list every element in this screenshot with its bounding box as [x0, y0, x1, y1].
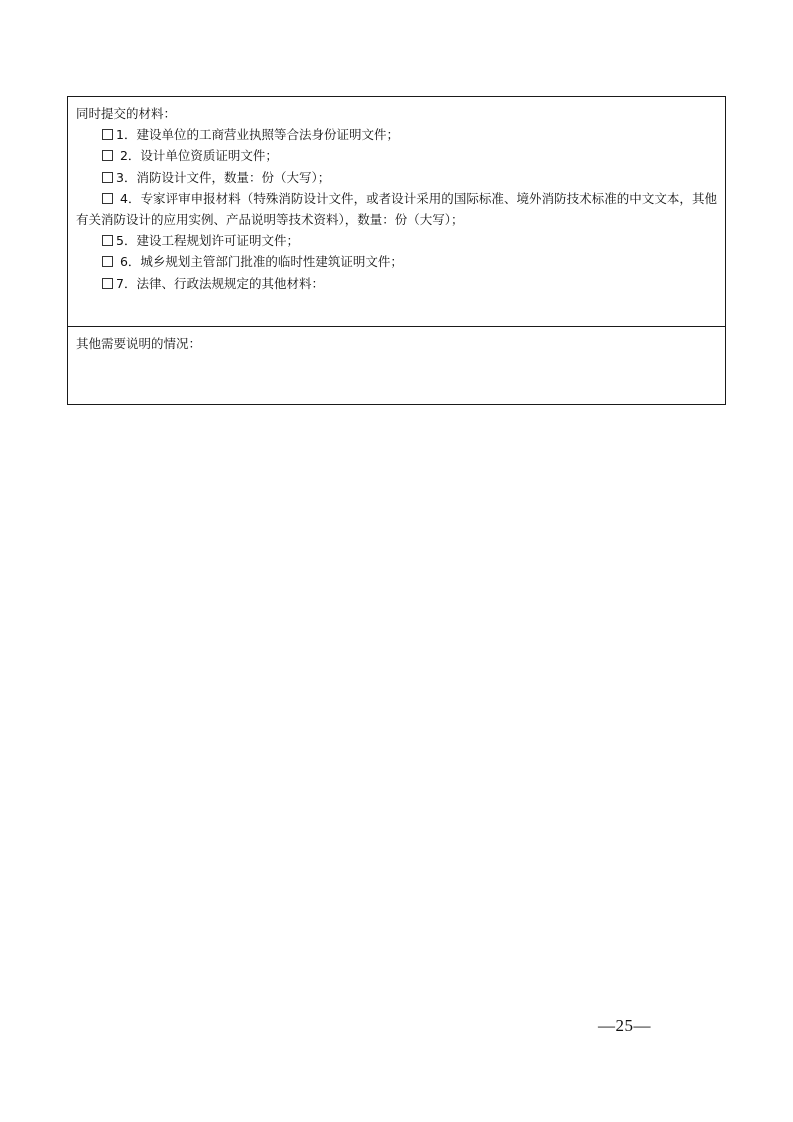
material-item-6 — [76, 251, 717, 272]
checkbox[interactable] — [102, 150, 113, 161]
other-notes-heading: 其他需要说明的情况： — [76, 336, 202, 351]
checkbox[interactable] — [102, 193, 113, 204]
other-notes-section — [68, 327, 725, 404]
material-item-1 — [76, 124, 717, 145]
page-number: —25— — [598, 1016, 651, 1035]
material-item-2 — [76, 145, 717, 166]
application-form-table — [67, 96, 726, 405]
checkbox[interactable] — [102, 172, 113, 183]
material-item-label: 6．城乡规划主管部门批准的临时性建筑证明文件； — [116, 254, 403, 270]
checkbox[interactable] — [102, 235, 113, 246]
material-item-7 — [76, 273, 717, 294]
material-item-4 — [76, 188, 717, 230]
material-item-label: 1．建设单位的工商营业执照等合法身份证明文件； — [116, 127, 399, 143]
submitted-materials-section — [68, 97, 725, 327]
material-item-label: 2．设计单位资质证明文件； — [116, 148, 278, 164]
checkbox[interactable] — [102, 278, 113, 289]
material-item-label: 7．法律、行政法规规定的其他材料： — [116, 275, 324, 291]
checkbox[interactable] — [102, 129, 113, 140]
material-item-5 — [76, 230, 717, 251]
material-item-3 — [76, 167, 717, 188]
material-item-label: 4．专家评审申报材料（特殊消防设计文件，或者设计采用的国际标准、境外消防技术标准的中文文本，其他有关消防设计的应用实例、产品说明等技术资料），数量：份（大写）； — [76, 190, 717, 228]
submitted-materials-heading: 同时提交的材料： — [76, 106, 177, 121]
material-item-label: 3．消防设计文件，数量：份（大写）； — [116, 169, 331, 185]
checkbox[interactable] — [102, 256, 113, 267]
material-item-label: 5．建设工程规划许可证明文件； — [116, 233, 299, 249]
